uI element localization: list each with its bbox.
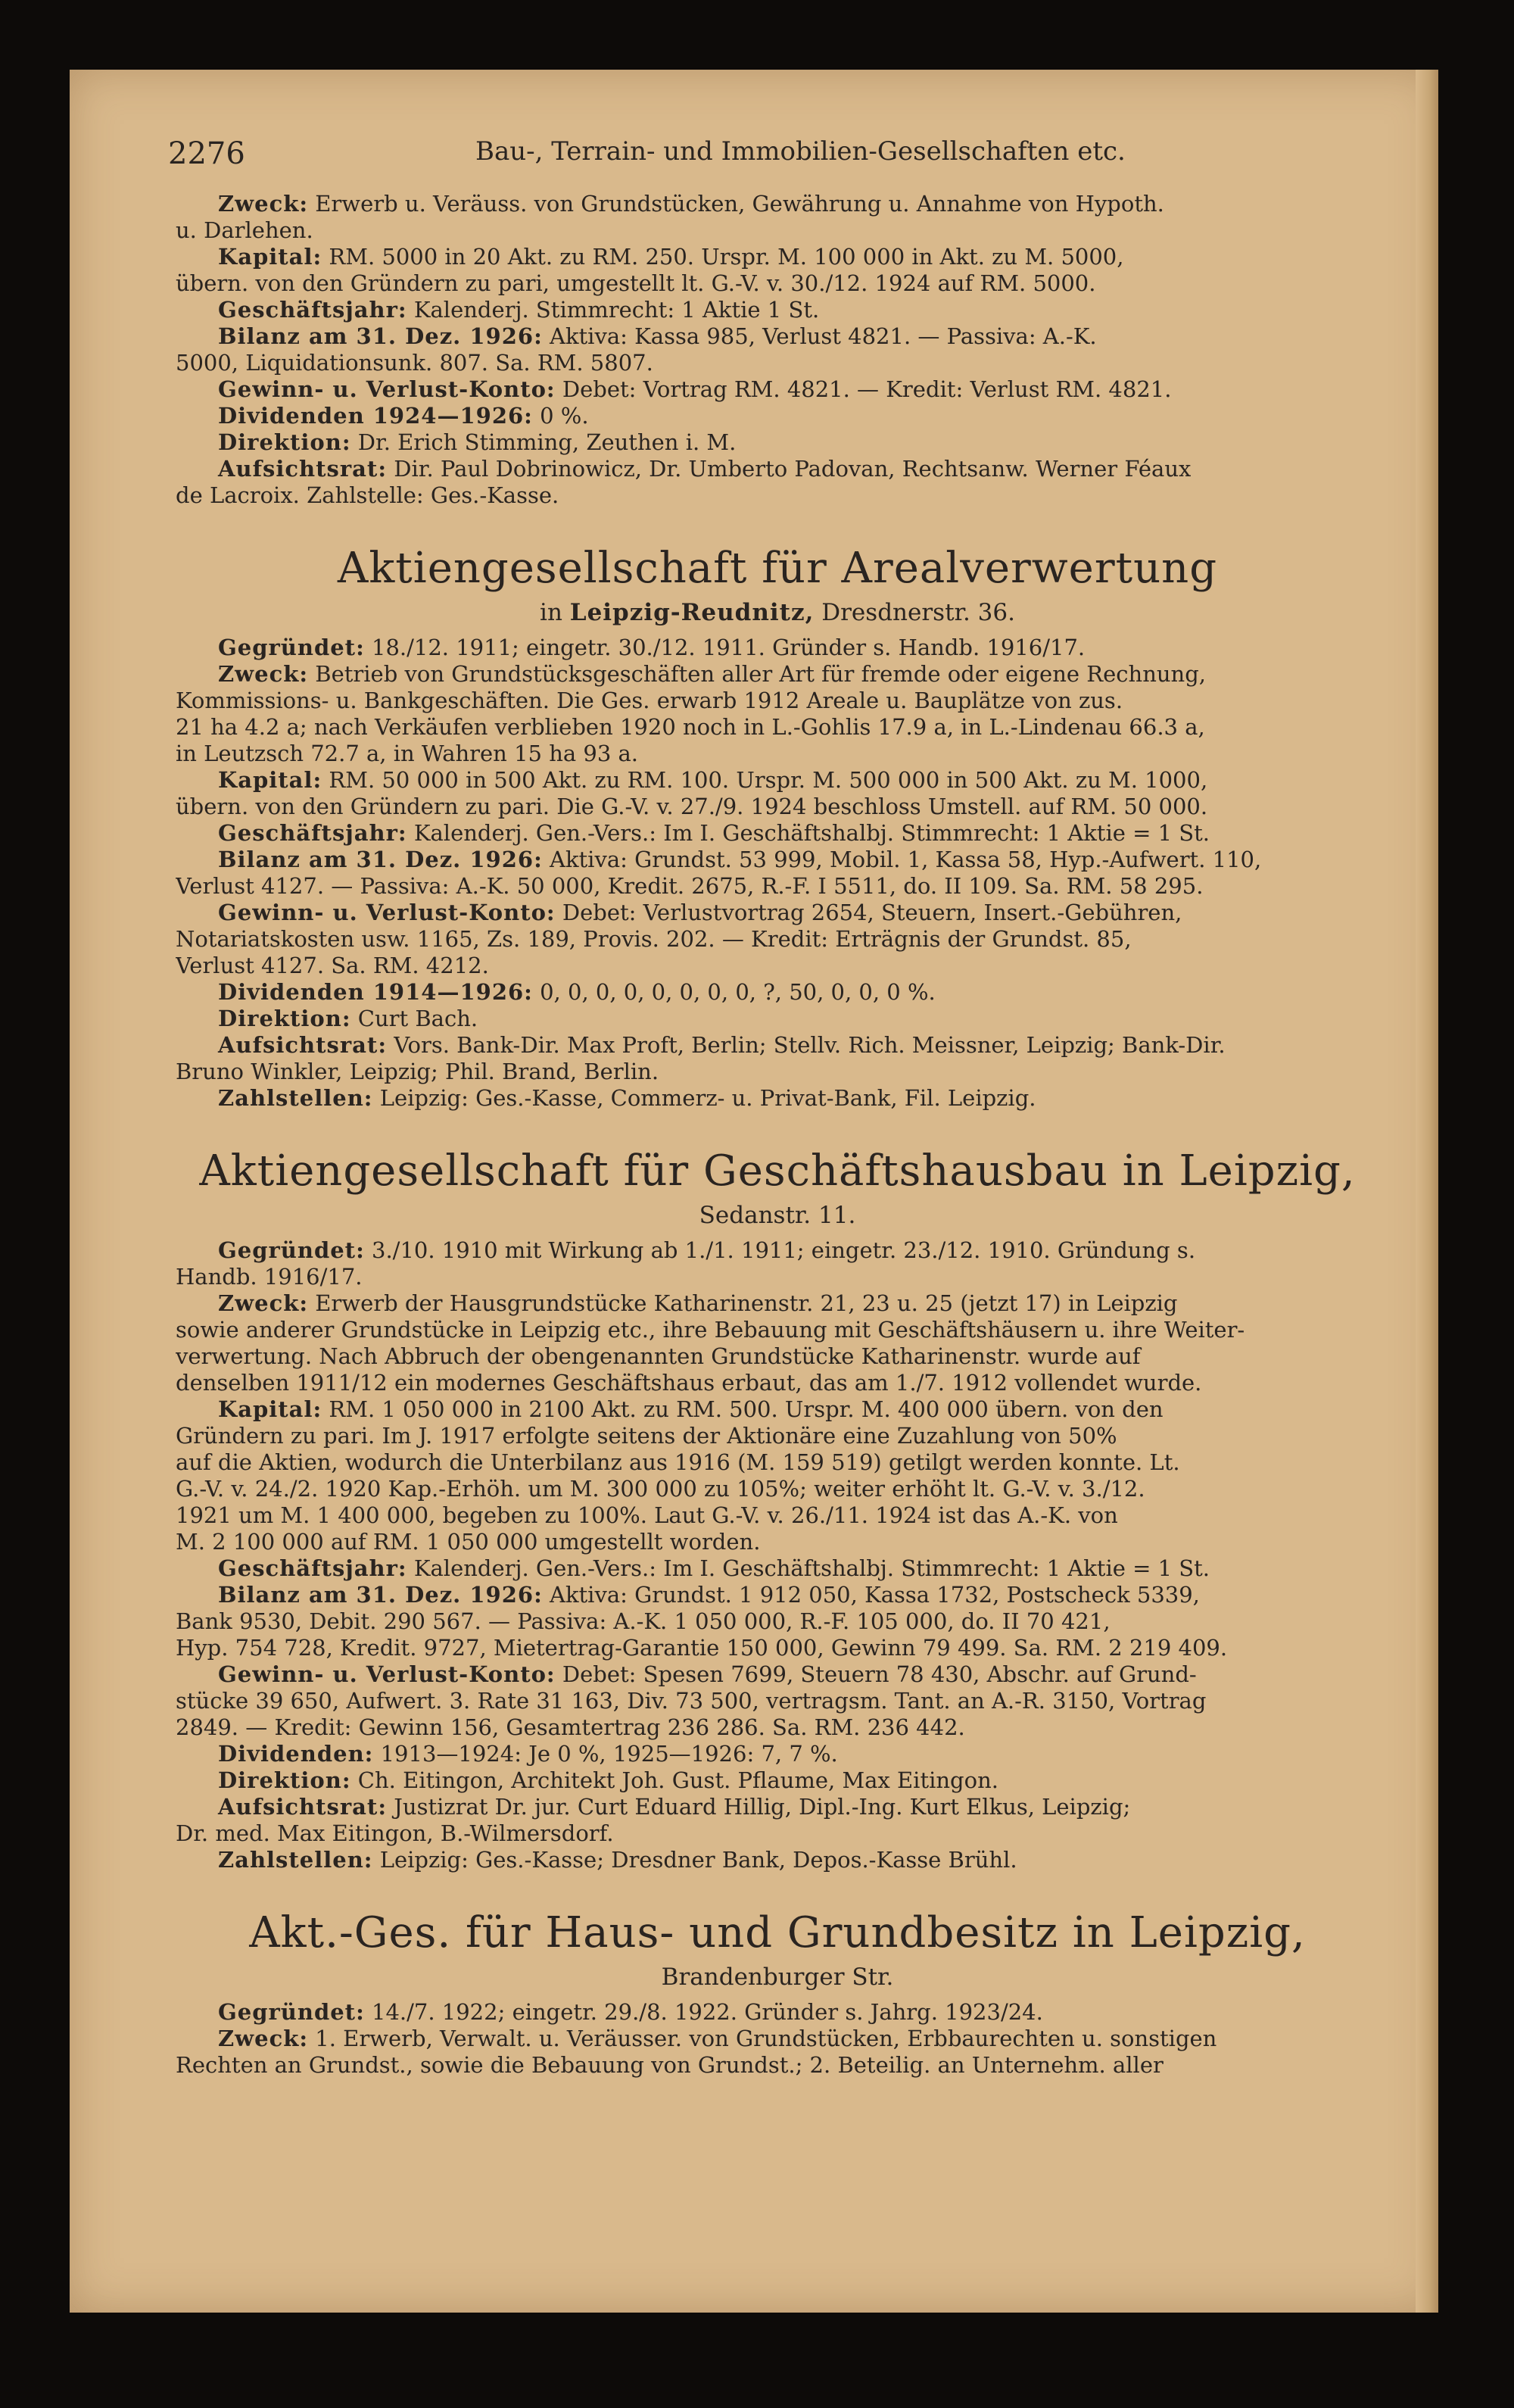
field-text: Dir. Paul Dobrinowicz, Dr. Umberto Padovan, Rechtsanw. Werner Féaux bbox=[387, 456, 1192, 482]
entry-line bbox=[176, 979, 1379, 1006]
entry-line bbox=[176, 661, 1379, 688]
entry-line bbox=[176, 820, 1379, 847]
entry-line bbox=[176, 873, 1379, 900]
field-label: Gegründet: bbox=[218, 635, 365, 660]
field-label: Aufsichtsrat: bbox=[218, 456, 388, 482]
entry-line bbox=[176, 1059, 1379, 1085]
field-text: Debet: Verlustvortrag 2654, Steuern, Insert.-Gebühren, bbox=[555, 900, 1182, 925]
entry-line bbox=[176, 191, 1379, 217]
field-text: Dr. med. Max Eitingon, B.-Wilmersdorf. bbox=[176, 1820, 614, 1846]
entry-line bbox=[176, 794, 1379, 820]
field-text: Ch. Eitingon, Architekt Joh. Gust. Pflaume, Max Eitingon. bbox=[350, 1767, 998, 1793]
field-text: Gründern zu pari. Im J. 1917 erfolgte seitens der Aktionäre eine Zuzahlung von 50% bbox=[176, 1423, 1117, 1449]
company-entry bbox=[176, 1908, 1379, 2079]
field-label: Dividenden 1914—1926: bbox=[218, 979, 533, 1005]
field-text: Debet: Spesen 7699, Steuern 78 430, Abschr. auf Grund- bbox=[555, 1661, 1197, 1687]
field-text: Leipzig: Ges.-Kasse, Commerz- u. Privat-Bank, Fil. Leipzig. bbox=[372, 1085, 1036, 1111]
field-label: Geschäftsjahr: bbox=[218, 820, 407, 846]
field-text: Bruno Winkler, Leipzig; Phil. Brand, Berlin. bbox=[176, 1059, 659, 1084]
field-text: Kalenderj. Gen.-Vers.: Im I. Geschäftshalbj. Stimmrecht: 1 Aktie = 1 St. bbox=[407, 820, 1210, 846]
page-number: 2276 bbox=[168, 136, 245, 171]
field-label: Kapital: bbox=[218, 1396, 322, 1422]
field-text: 1921 um M. 1 400 000, begeben zu 100%. Laut G.-V. v. 26./11. 1924 ist das A.-K. von bbox=[176, 1502, 1118, 1528]
entry-line bbox=[176, 1502, 1379, 1529]
company-address bbox=[176, 1963, 1379, 1992]
entry-line bbox=[176, 926, 1379, 953]
entry-line bbox=[176, 376, 1379, 403]
field-text: Hyp. 754 728, Kredit. 9727, Mietertrag-Garantie 150 000, Gewinn 79 499. Sa. RM. 2 219 409. bbox=[176, 1635, 1228, 1661]
field-text: Handb. 1916/17. bbox=[176, 1264, 363, 1290]
field-text: Debet: Vortrag RM. 4821. — Kredit: Verlust RM. 4821. bbox=[555, 376, 1172, 402]
field-text: auf die Aktien, wodurch die Unterbilanz aus 1916 (M. 159 519) getilgt werden konnte. Lt. bbox=[176, 1449, 1180, 1475]
field-text: Justizrat Dr. jur. Curt Eduard Hillig, Dipl.-Ing. Kurt Elkus, Leipzig; bbox=[387, 1794, 1131, 1820]
field-text: G.-V. v. 24./2. 1920 Kap.-Erhöh. um M. 300 000 zu 105%; weiter erhöht lt. G.-V. v. 3./12. bbox=[176, 1476, 1145, 1502]
entry-line bbox=[176, 244, 1379, 270]
field-text: RM. 5000 in 20 Akt. zu RM. 250. Urspr. M. 100 000 in Akt. zu M. 5000, bbox=[322, 244, 1124, 270]
field-text: RM. 50 000 in 500 Akt. zu RM. 100. Urspr. M. 500 000 in 500 Akt. zu M. 1000, bbox=[322, 767, 1208, 793]
field-label: Geschäftsjahr: bbox=[218, 1555, 407, 1581]
field-label: Direktion: bbox=[218, 429, 351, 455]
entry-line bbox=[176, 403, 1379, 429]
entry-line bbox=[176, 1661, 1379, 1688]
field-label: Gewinn- u. Verlust-Konto: bbox=[218, 900, 556, 925]
field-label: Aufsichtsrat: bbox=[218, 1794, 388, 1820]
entry-line bbox=[176, 1582, 1379, 1608]
field-label: Direktion: bbox=[218, 1006, 351, 1031]
field-text: 1. Erwerb, Verwalt. u. Veräusser. von Grundstücken, Erbbaurechten u. sonstigen bbox=[308, 2026, 1217, 2051]
field-text: Vors. Bank-Dir. Max Proft, Berlin; Stellv. Rich. Meissner, Leipzig; Bank-Dir. bbox=[387, 1032, 1226, 1058]
field-text: 2849. — Kredit: Gewinn 156, Gesamtertrag 236 286. Sa. RM. 236 442. bbox=[176, 1714, 965, 1740]
field-text: 5000, Liquidationsunk. 807. Sa. RM. 5807. bbox=[176, 350, 653, 376]
field-text: Kalenderj. Gen.-Vers.: Im I. Geschäftshalbj. Stimmrecht: 1 Aktie = 1 St. bbox=[407, 1555, 1210, 1581]
field-label: Zahlstellen: bbox=[218, 1847, 373, 1873]
entry-line bbox=[176, 1396, 1379, 1423]
entry-line bbox=[176, 1555, 1379, 1582]
company-name: Aktiengesellschaft für Arealverwertung bbox=[337, 544, 1218, 593]
company-entry bbox=[176, 544, 1379, 1112]
field-text: 21 ha 4.2 a; nach Verkäufen verblieben 1920 noch in L.-Gohlis 17.9 a, in L.-Lindenau 66.3 a, bbox=[176, 714, 1205, 740]
field-label: Dividenden: bbox=[218, 1741, 374, 1767]
company-name: Aktiengesellschaft für Geschäftshausbau in Leipzig, bbox=[199, 1146, 1356, 1196]
field-label: Gewinn- u. Verlust-Konto: bbox=[218, 376, 556, 402]
field-label: Zahlstellen: bbox=[218, 1085, 373, 1111]
entry-line bbox=[176, 900, 1379, 926]
entry-line bbox=[176, 1423, 1379, 1449]
field-text: übern. von den Gründern zu pari, umgestellt lt. G.-V. v. 30./12. 1924 auf RM. 5000. bbox=[176, 270, 1096, 296]
entry-line bbox=[176, 1999, 1379, 2026]
entry-line bbox=[176, 1688, 1379, 1714]
field-label: Aufsichtsrat: bbox=[218, 1032, 388, 1058]
field-text: Notariatskosten usw. 1165, Zs. 189, Provis. 202. — Kredit: Erträgnis der Grundst. 85, bbox=[176, 926, 1132, 952]
entry-line bbox=[176, 688, 1379, 714]
entry-line bbox=[176, 2026, 1379, 2052]
field-text: Aktiva: Kassa 985, Verlust 4821. — Passiva: A.-K. bbox=[542, 323, 1097, 349]
field-text: Betrieb von Grundstücksgeschäften aller Art für fremde oder eigene Rechnung, bbox=[308, 661, 1207, 687]
field-text: Kommissions- u. Bankgeschäften. Die Ges. erwarb 1912 Areale u. Bauplätze von zus. bbox=[176, 688, 1123, 713]
field-text: Rechten an Grundst., sowie die Bebauung von Grundst.; 2. Beteilig. an Unternehm. aller bbox=[176, 2052, 1164, 2078]
field-label: Gewinn- u. Verlust-Konto: bbox=[218, 1661, 556, 1687]
page-content bbox=[176, 191, 1379, 2079]
field-label: Direktion: bbox=[218, 1767, 351, 1793]
entry-line bbox=[176, 1032, 1379, 1059]
field-label: Bilanz am 31. Dez. 1926: bbox=[218, 323, 543, 349]
field-text: de Lacroix. Zahlstelle: Ges.-Kasse. bbox=[176, 482, 559, 508]
field-text: 0 %. bbox=[532, 403, 589, 429]
entry-line bbox=[176, 217, 1379, 244]
entry-line bbox=[176, 1317, 1379, 1343]
field-label: Dividenden 1924—1926: bbox=[218, 403, 533, 429]
entry-line bbox=[176, 1529, 1379, 1555]
field-text: 14./7. 1922; eingetr. 29./8. 1922. Gründer s. Jahrg. 1923/24. bbox=[364, 1999, 1043, 2025]
entry-line bbox=[176, 1449, 1379, 1476]
field-label: Zweck: bbox=[218, 661, 309, 687]
entry-line bbox=[176, 767, 1379, 794]
entry-line bbox=[176, 350, 1379, 376]
field-text: Leipzig: Ges.-Kasse; Dresdner Bank, Depos.-Kasse Brühl. bbox=[372, 1847, 1017, 1873]
entry-line bbox=[176, 1714, 1379, 1741]
field-text: in Leutzsch 72.7 a, in Wahren 15 ha 93 a. bbox=[176, 741, 639, 766]
entry-line bbox=[176, 847, 1379, 873]
running-title: Bau-, Terrain- und Immobilien-Gesellschaften etc. bbox=[475, 136, 1126, 167]
entry-line bbox=[176, 1343, 1379, 1370]
entry-line bbox=[176, 429, 1379, 456]
field-text: Erwerb der Hausgrundstücke Katharinenstr. 21, 23 u. 25 (jetzt 17) in Leipzig bbox=[308, 1290, 1178, 1316]
field-text: Dr. Erich Stimming, Zeuthen i. M. bbox=[350, 429, 737, 455]
entry-line bbox=[176, 2052, 1379, 2079]
entry-line bbox=[176, 1085, 1379, 1112]
field-text: Aktiva: Grundst. 1 912 050, Kassa 1732, Postscheck 5339, bbox=[542, 1582, 1200, 1608]
field-text: übern. von den Gründern zu pari. Die G.-V. v. 27./9. 1924 beschloss Umstell. auf RM. 50 000. bbox=[176, 794, 1208, 819]
field-text: Aktiva: Grundst. 53 999, Mobil. 1, Kassa 58, Hyp.-Aufwert. 110, bbox=[542, 847, 1262, 872]
entry-line bbox=[176, 456, 1379, 482]
company-address bbox=[176, 598, 1379, 627]
field-text: RM. 1 050 000 in 2100 Akt. zu RM. 500. Urspr. M. 400 000 übern. von den bbox=[322, 1396, 1164, 1422]
field-text: Verlust 4127. — Passiva: A.-K. 50 000, Kredit. 2675, R.-F. I 5511, do. II 109. Sa. RM. 58 295. bbox=[176, 873, 1204, 899]
field-label: Bilanz am 31. Dez. 1926: bbox=[218, 1582, 543, 1608]
entry-line bbox=[176, 1290, 1379, 1317]
field-text: Verlust 4127. Sa. RM. 4212. bbox=[176, 953, 489, 978]
entry-line bbox=[176, 635, 1379, 661]
field-label: Gegründet: bbox=[218, 1999, 365, 2025]
field-label: Gegründet: bbox=[218, 1237, 365, 1263]
field-text: M. 2 100 000 auf RM. 1 050 000 umgestellt worden. bbox=[176, 1529, 761, 1555]
entry-line bbox=[176, 714, 1379, 741]
field-label: Geschäftsjahr: bbox=[218, 297, 407, 323]
entry-line bbox=[176, 1741, 1379, 1767]
entry-line bbox=[176, 270, 1379, 297]
field-text: 18./12. 1911; eingetr. 30./12. 1911. Gründer s. Handb. 1916/17. bbox=[364, 635, 1086, 660]
field-text: 1913—1924: Je 0 %, 1925—1926: 7, 7 %. bbox=[373, 1741, 838, 1767]
field-text: 3./10. 1910 mit Wirkung ab 1./1. 1911; eingetr. 23./12. 1910. Gründung s. bbox=[364, 1237, 1196, 1263]
address-street: Brandenburger Str. bbox=[661, 1964, 894, 1991]
field-label: Kapital: bbox=[218, 767, 322, 793]
entry-line bbox=[176, 1006, 1379, 1032]
entry-line bbox=[176, 297, 1379, 323]
entry-line bbox=[176, 1820, 1379, 1847]
company-entry bbox=[176, 1146, 1379, 1873]
entry-line bbox=[176, 1264, 1379, 1290]
entry-line bbox=[176, 1237, 1379, 1264]
entry-line bbox=[176, 1635, 1379, 1661]
entry-line bbox=[176, 1370, 1379, 1396]
book-page bbox=[70, 70, 1438, 2313]
company-address bbox=[176, 1201, 1379, 1230]
entry-continuation bbox=[176, 191, 1379, 509]
field-text: verwertung. Nach Abbruch der obengenannten Grundstücke Katharinenstr. wurde auf bbox=[176, 1343, 1141, 1369]
address-prefix: in bbox=[540, 599, 570, 626]
company-name: Akt.-Ges. für Haus- und Grundbesitz in Leipzig, bbox=[249, 1908, 1306, 1957]
field-text: denselben 1911/12 ein modernes Geschäftshaus erbaut, das am 1./7. 1912 vollendet wurde. bbox=[176, 1370, 1202, 1396]
entry-line bbox=[176, 1794, 1379, 1820]
field-text: stücke 39 650, Aufwert. 3. Rate 31 163, Div. 73 500, vertragsm. Tant. an A.-R. 3150, Vortrag bbox=[176, 1688, 1207, 1714]
entry-line bbox=[176, 1608, 1379, 1635]
field-label: Kapital: bbox=[218, 244, 322, 270]
entry-line bbox=[176, 741, 1379, 767]
field-label: Zweck: bbox=[218, 191, 309, 217]
entry-line bbox=[176, 482, 1379, 509]
field-text: Curt Bach. bbox=[350, 1006, 478, 1031]
company-list bbox=[176, 544, 1379, 2079]
entry-line bbox=[176, 1476, 1379, 1502]
address-street: Dresdnerstr. 36. bbox=[814, 599, 1015, 626]
address-street: Sedanstr. 11. bbox=[699, 1202, 856, 1229]
entry-line bbox=[176, 1847, 1379, 1873]
entry-line bbox=[176, 323, 1379, 350]
field-text: Kalenderj. Stimmrecht: 1 Aktie 1 St. bbox=[407, 297, 820, 323]
entry-line bbox=[176, 953, 1379, 979]
page-edge bbox=[1416, 70, 1438, 2313]
field-label: Zweck: bbox=[218, 2026, 309, 2051]
field-text: u. Darlehen. bbox=[176, 217, 313, 243]
field-text: 0, 0, 0, 0, 0, 0, 0, 0, ?, 50, 0, 0, 0 %. bbox=[532, 979, 936, 1005]
field-label: Zweck: bbox=[218, 1290, 309, 1316]
field-label: Bilanz am 31. Dez. 1926: bbox=[218, 847, 543, 872]
field-text: Erwerb u. Veräuss. von Grundstücken, Gewährung u. Annahme von Hypoth. bbox=[308, 191, 1164, 217]
field-text: sowie anderer Grundstücke in Leipzig etc., ihre Bebauung mit Geschäftshäusern u. ihre Weiter- bbox=[176, 1317, 1245, 1343]
field-text: Bank 9530, Debit. 290 567. — Passiva: A.-K. 1 050 000, R.-F. 105 000, do. II 70 421, bbox=[176, 1608, 1111, 1634]
entry-line bbox=[176, 1767, 1379, 1794]
company-city: Leipzig-Reudnitz, bbox=[569, 599, 815, 626]
